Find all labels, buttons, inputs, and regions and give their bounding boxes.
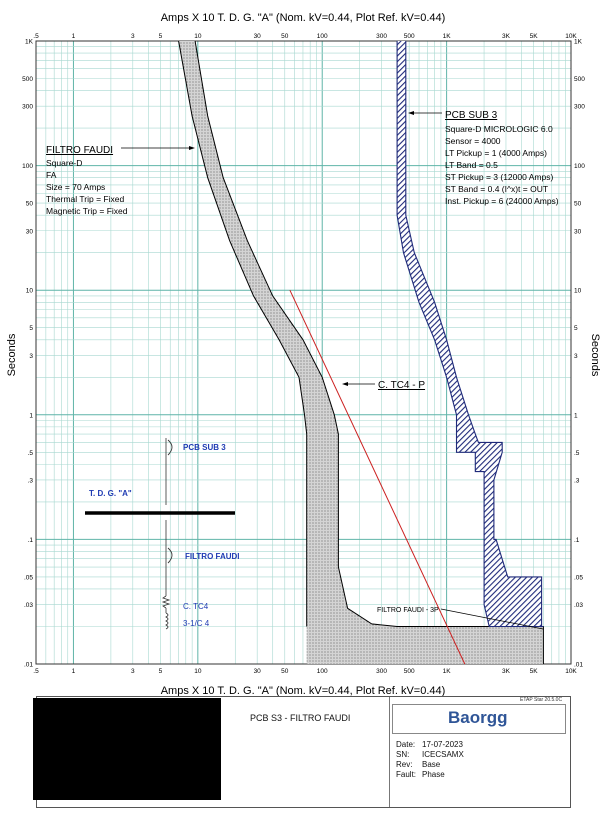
x-tick-label-bottom: 3K — [501, 668, 510, 675]
y-tick-label-right: .01 — [574, 661, 584, 669]
x-tick-label-top: 10K — [565, 33, 577, 40]
meta-date — [396, 740, 463, 750]
x-tick-label-bottom: 10K — [565, 668, 577, 675]
date-value: 17-07-2023 — [422, 740, 463, 749]
y-tick-label-right: 3 — [574, 352, 578, 360]
x-tick-label-bottom: 500 — [403, 668, 415, 675]
pcb-title: PCB SUB 3 — [445, 110, 498, 121]
breaker-top-label: PCB SUB 3 — [183, 443, 226, 452]
filtro-line-1: Square-D — [46, 158, 83, 168]
y-tick-label-right: .03 — [574, 602, 584, 610]
meta-fault — [396, 770, 445, 780]
ct-label: C. TC4 — [183, 602, 209, 611]
y-tick-label-left: .05 — [23, 574, 33, 582]
x-tick-label-top: 5 — [158, 33, 163, 40]
y-tick-label-right: 30 — [574, 228, 582, 236]
pcb-line-1: Square-D MICROLOGIC 6.0 — [445, 124, 553, 134]
y-tick-label-left: 1 — [29, 412, 33, 420]
pcb-line-4: LT Band = 0.5 — [445, 160, 498, 170]
y-axis-label-left: Seconds — [6, 333, 18, 377]
fault-value: Phase — [422, 770, 445, 779]
y-tick-label-right: 50 — [574, 200, 582, 208]
x-tick-label-bottom: 100 — [316, 668, 328, 675]
y-tick-label-right: .3 — [574, 477, 580, 485]
company-logo: Baorgg — [448, 708, 508, 727]
pcb-line-3: LT Pickup = 1 (4000 Amps) — [445, 148, 547, 158]
meta-rev — [396, 760, 441, 770]
y-axis-label-right: Seconds — [589, 333, 601, 377]
y-tick-label-right: 5 — [574, 325, 578, 333]
rev-value: Base — [422, 760, 441, 769]
fault-label: Fault: — [396, 770, 417, 779]
x-tick-label-bottom: 1K — [442, 668, 451, 675]
x-tick-label-bottom: 10 — [194, 668, 202, 675]
x-tick-label-bottom: 5K — [529, 668, 538, 675]
filtro-3p-label: FILTRO FAUDI - 3P — [377, 607, 439, 614]
x-tick-label-top: 50 — [281, 33, 289, 40]
y-tick-label-left: .03 — [23, 602, 33, 610]
date-label: Date: — [396, 740, 416, 749]
bus-label: T. D. G. "A" — [89, 489, 132, 498]
x-tick-label-bottom: .5 — [33, 668, 39, 675]
y-tick-label-right: 500 — [574, 76, 585, 84]
y-tick-label-right: 100 — [574, 163, 585, 171]
x-tick-label-top: 30 — [253, 33, 261, 40]
x-tick-label-top: 1 — [71, 33, 76, 40]
rev-label: Rev: — [396, 760, 413, 769]
filtro-line-5: Magnetic Trip = Fixed — [46, 206, 128, 216]
chart-title: Amps X 10 T. D. G. "A" (Nom. kV=0.44, Plot Ref. kV=0.44) — [160, 12, 446, 24]
meta-sn — [396, 750, 464, 760]
y-tick-label-right: .5 — [574, 449, 580, 457]
filtro-line-3: Size = 70 Amps — [46, 182, 106, 192]
y-tick-label-left: .3 — [27, 477, 33, 485]
footer-title: PCB S3 - FILTRO FAUDI — [250, 713, 351, 723]
x-axis-label: Amps X 10 T. D. G. "A" (Nom. kV=0.44, Plot Ref. kV=0.44) — [160, 685, 446, 696]
x-tick-label-top: 5K — [529, 33, 538, 40]
x-tick-label-bottom: 30 — [253, 668, 261, 675]
y-tick-label-left: 1K — [25, 38, 33, 46]
y-tick-label-right: 10 — [574, 287, 582, 295]
etap-version: ETAP Star 20.5.0C — [520, 697, 563, 703]
x-tick-label-top: 100 — [316, 33, 328, 40]
y-tick-label-left: 10 — [25, 287, 33, 295]
pcb-line-2: Sensor = 4000 — [445, 136, 501, 146]
x-tick-label-bottom: 300 — [376, 668, 388, 675]
x-tick-label-top: .5 — [33, 33, 39, 40]
sn-value: ICECSAMX — [422, 750, 464, 759]
x-tick-label-top: 300 — [376, 33, 388, 40]
y-tick-label-left: 500 — [22, 76, 33, 84]
x-tick-label-bottom: 5 — [158, 668, 163, 675]
y-tick-label-left: .01 — [23, 661, 33, 669]
x-tick-label-top: 3 — [130, 33, 135, 40]
x-tick-label-top: 1K — [442, 33, 451, 40]
redacted-region — [33, 698, 221, 800]
y-tick-label-left: 30 — [25, 228, 33, 236]
ct-ratio-label: 3-1/C 4 — [183, 619, 210, 628]
x-tick-label-bottom: 3 — [130, 668, 135, 675]
pcb-line-6: ST Band = 0.4 (I^x)t = OUT — [445, 184, 549, 194]
y-tick-label-right: 300 — [574, 103, 585, 111]
filtro-title: FILTRO FAUDI — [46, 145, 114, 156]
y-tick-label-left: 5 — [29, 325, 33, 333]
filtro-line-2: FA — [46, 170, 57, 180]
x-tick-label-bottom: 50 — [281, 668, 289, 675]
breaker-bottom-label: FILTRO FAUDI — [185, 552, 240, 561]
y-tick-label-left: 50 — [25, 200, 33, 208]
y-tick-label-right: 1K — [574, 38, 582, 46]
x-tick-label-top: 10 — [194, 33, 202, 40]
y-tick-label-left: .5 — [27, 449, 33, 457]
sn-label: SN: — [396, 750, 410, 759]
y-tick-label-left: 3 — [29, 352, 33, 360]
x-tick-label-bottom: 1 — [71, 668, 76, 675]
x-tick-label-top: 500 — [403, 33, 415, 40]
pcb-line-7: Inst. Pickup = 6 (24000 Amps) — [445, 196, 559, 206]
x-tick-label-top: 3K — [501, 33, 510, 40]
ctc4-label: C. TC4 - P — [378, 380, 426, 391]
y-tick-label-right: 1 — [574, 412, 578, 420]
title-block-divider — [389, 697, 390, 807]
filtro-line-4: Thermal Trip = Fixed — [46, 194, 125, 204]
y-tick-label-left: .1 — [27, 536, 33, 544]
y-tick-label-right: .05 — [574, 574, 584, 582]
pcb-line-5: ST Pickup = 3 (12000 Amps) — [445, 172, 554, 182]
y-tick-label-left: 100 — [22, 163, 33, 171]
y-tick-label-right: .1 — [574, 536, 580, 544]
y-tick-label-left: 300 — [22, 103, 33, 111]
